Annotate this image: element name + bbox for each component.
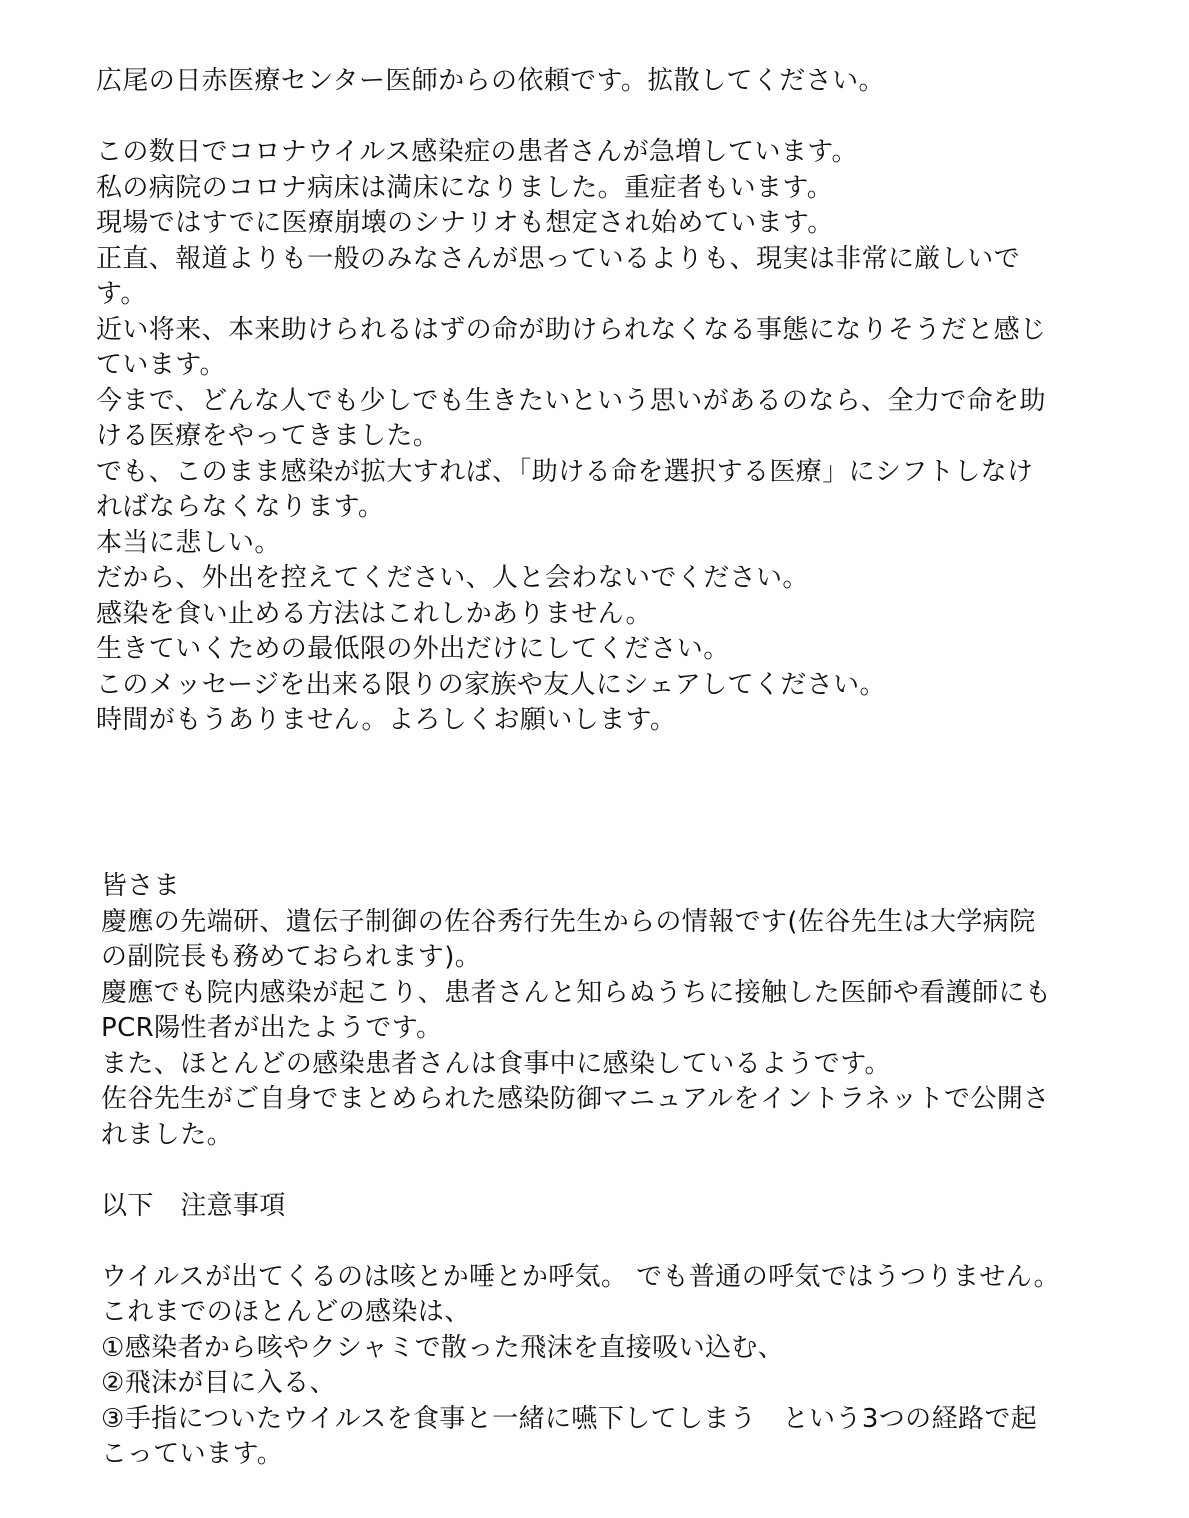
text-line: 現場ではすでに医療崩壊のシナリオも想定され始めています。 bbox=[96, 208, 834, 238]
text-line: の副院長も務めておられます)。 bbox=[101, 942, 482, 972]
text-line: 感染を食い止める方法はこれしかありません。 bbox=[96, 598, 652, 629]
text-line: 今まで、どんな人でも少しでも生きたいという思いがあるのなら、全力で命を助 bbox=[96, 385, 1046, 416]
text-line: れました。 bbox=[101, 1119, 234, 1150]
text-line: 正直、報道よりも一般のみなさんが思っているよりも、現実は非常に厳しいで bbox=[96, 243, 1021, 274]
keio-message bbox=[101, 869, 1091, 1473]
blank-line bbox=[96, 100, 1086, 136]
doctor-message bbox=[96, 64, 1086, 739]
text-line: 近い将来、本来助けられるはずの命が助けられなくなる事態になりそうだと感じ bbox=[96, 314, 1047, 345]
text-line: 時間がもうありません。よろしくお願いします。 bbox=[96, 705, 677, 735]
text-line: これまでのほとんどの感染は、 bbox=[101, 1297, 471, 1327]
text-line: す。 bbox=[96, 279, 147, 309]
text-line: 皆さま bbox=[101, 871, 181, 901]
blank-line bbox=[101, 1153, 1091, 1189]
text-line: また、ほとんどの感染患者さんは食事中に感染しているようです。 bbox=[101, 1048, 891, 1079]
section-heading: 以下 注意事項 bbox=[101, 1190, 286, 1221]
text-line: ける医療をやってきました。 bbox=[96, 421, 440, 451]
text-line: このメッセージを出来る限りの家族や友人にシェアしてください。 bbox=[96, 669, 886, 700]
text-line: この数日でコロナウイルス感染症の患者さんが急増しています。 bbox=[96, 137, 858, 167]
text-line: こっています。 bbox=[101, 1439, 284, 1469]
blank-line bbox=[101, 1224, 1091, 1260]
text-line: ウイルスが出てくるのは咳とか唾とか呼気。 でも普通の呼気ではうつりません。 bbox=[101, 1261, 1061, 1292]
text-line: ①感染者から咳やクシャミで散った飛沫を直接吸い込む、 bbox=[101, 1332, 785, 1363]
text-line: だから、外出を控えてください、人と会わないでください。 bbox=[96, 563, 809, 593]
text-line: 慶應の先端研、遺伝子制御の佐谷秀行先生からの情報です(佐谷先生は大学病院 bbox=[101, 906, 1036, 937]
text-line: 本当に悲しい。 bbox=[96, 527, 281, 558]
text-line: PCR陽性者が出たようです。 bbox=[101, 1013, 443, 1043]
text-line: 慶應でも院内感染が起こり、患者さんと知らぬうちに接触した医師や看護師にも bbox=[101, 977, 1052, 1008]
text-line: 生きていくための最低限の外出だけにしてください。 bbox=[96, 634, 730, 664]
text-line: 佐谷先生がご自身でまとめられた感染防御マニュアルをイントラネットで公開さ bbox=[101, 1084, 1050, 1114]
text-line: 私の病院のコロナ病床は満床になりました。重症者もいます。 bbox=[96, 172, 834, 203]
text-line: 広尾の日赤医療センター医師からの依頼です。拡散してください。 bbox=[96, 66, 885, 96]
text-line: ③手指についたウイルスを食事と一緒に嚥下してしまう という3つの経路で起 bbox=[101, 1403, 1038, 1434]
text-line: ②飛沫が目に入る、 bbox=[101, 1368, 336, 1398]
text-line: でも、このまま感染が拡大すれば、「助ける命を選択する医療」にシフトしなけ bbox=[96, 456, 1034, 487]
text-line: ています。 bbox=[96, 350, 226, 380]
text-line: ればならなくなります。 bbox=[96, 492, 385, 522]
